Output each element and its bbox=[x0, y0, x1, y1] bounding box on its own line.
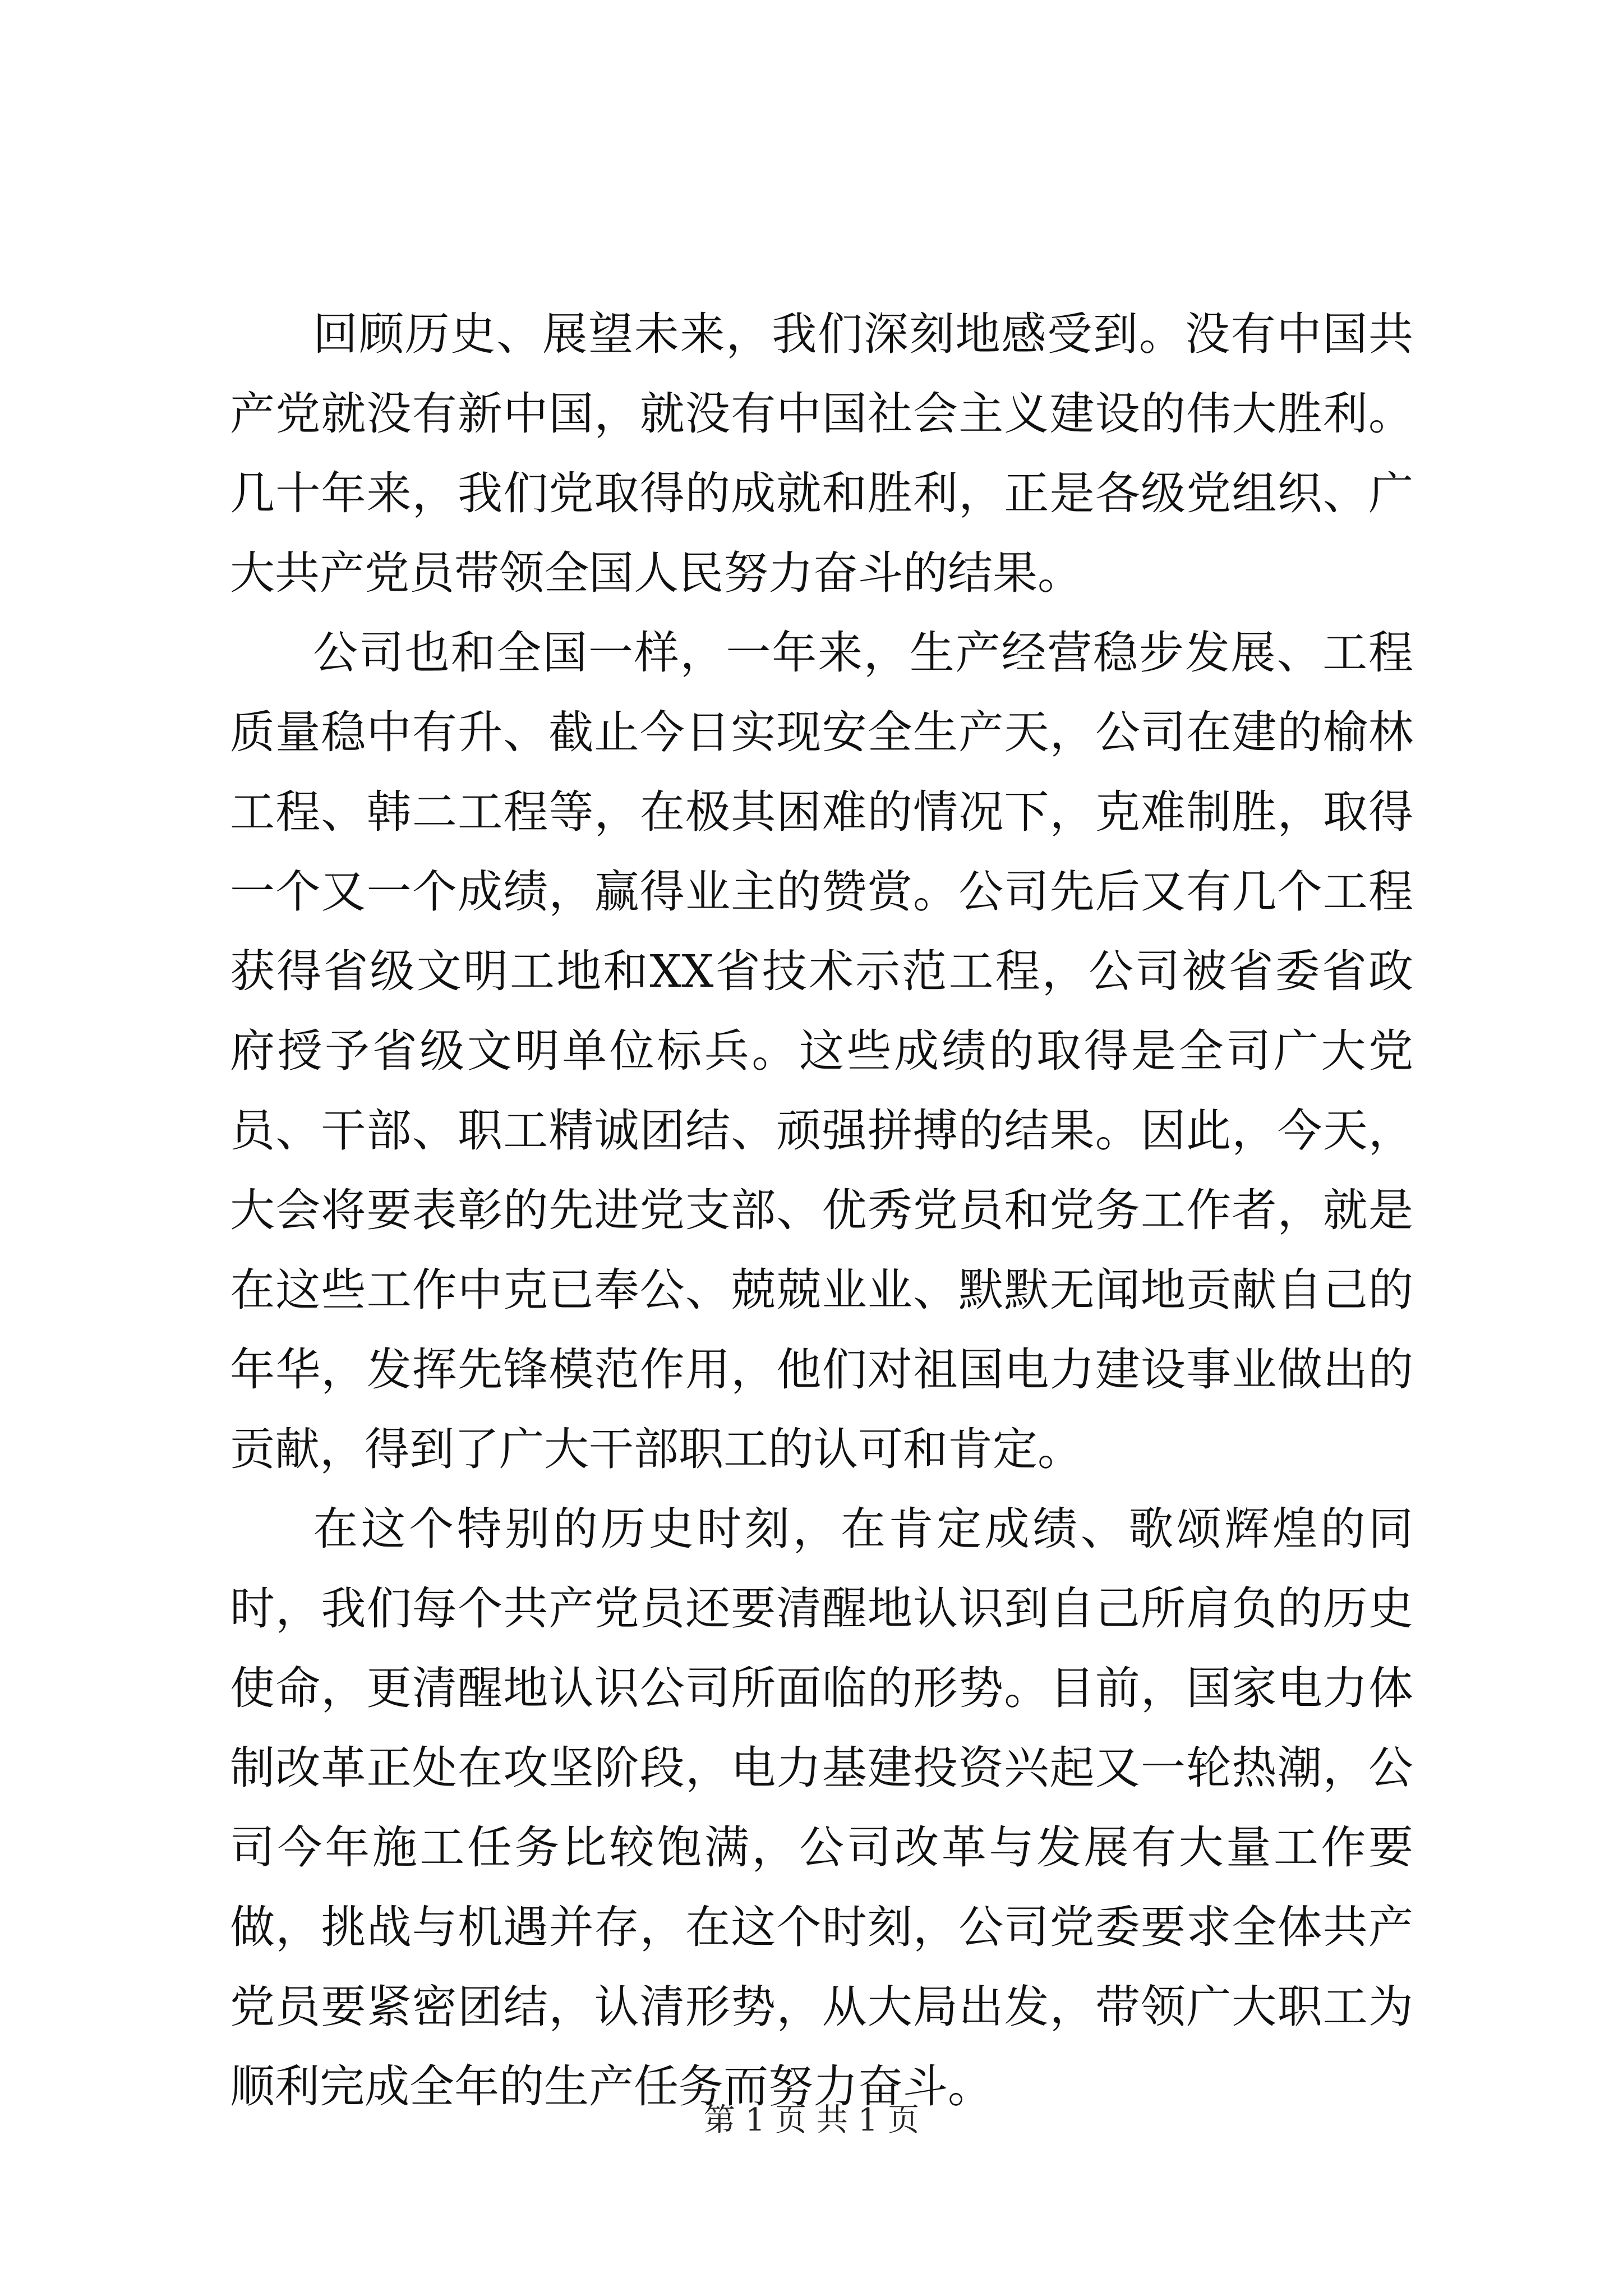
document-body bbox=[230, 295, 1413, 2127]
paragraph-1: 回顾历史、展望未来，我们深刻地感受到。没有中国共产党就没有新中国，就没有中国社会主义建设的伟大胜利。几十年来，我们党取得的成就和胜利，正是各级党组织、广大共产党员带领全国人民努力奋斗的结果。 bbox=[230, 308, 1413, 599]
page-footer: 第 1 页 共 1 页 bbox=[703, 2102, 920, 2138]
paragraph-3: 在这个特别的历史时刻，在肯定成绩、歌颂辉煌的同时，我们每个共产党员还要清醒地认识到自己所肩负的历史使命，更清醒地认识公司所面临的形势。目前，国家电力体制改革正处在攻坚阶段，电力基建投资兴起又一轮热潮，公司今年施工任务比较饱满，公司改革与发展有大量工作要做，挑战与机遇并存，在这个时刻，公司党委要求全体共产党员要紧密团结，认清形势，从大局出发，带领广大职工为顺利完成全年的生产任务而努力奋斗。 bbox=[230, 1503, 1413, 2113]
paragraph-2: 公司也和全国一样，一年来，生产经营稳步发展、工程质量稳中有升、截止今日实现安全生产天，公司在建的榆林工程、韩二工程等，在极其困难的情况下，克难制胜，取得一个又一个成绩，赢得业主的赞赏。公司先后又有几个工程获得省级文明工地和XX省技术示范工程，公司被省委省政府授予省级文明单位标兵。这些成绩的取得是全司广大党员、干部、职工精诚团结、顽强拼搏的结果。因此，今天，大会将要表彰的先进党支部、优秀党员和党务工作者，就是在这些工作中克已奉公、兢兢业业、默默无闻地贡献自己的年华，发挥先锋模范作用，他们对祖国电力建设事业做出的贡献，得到了广大干部职工的认可和肯定。 bbox=[230, 627, 1413, 1475]
